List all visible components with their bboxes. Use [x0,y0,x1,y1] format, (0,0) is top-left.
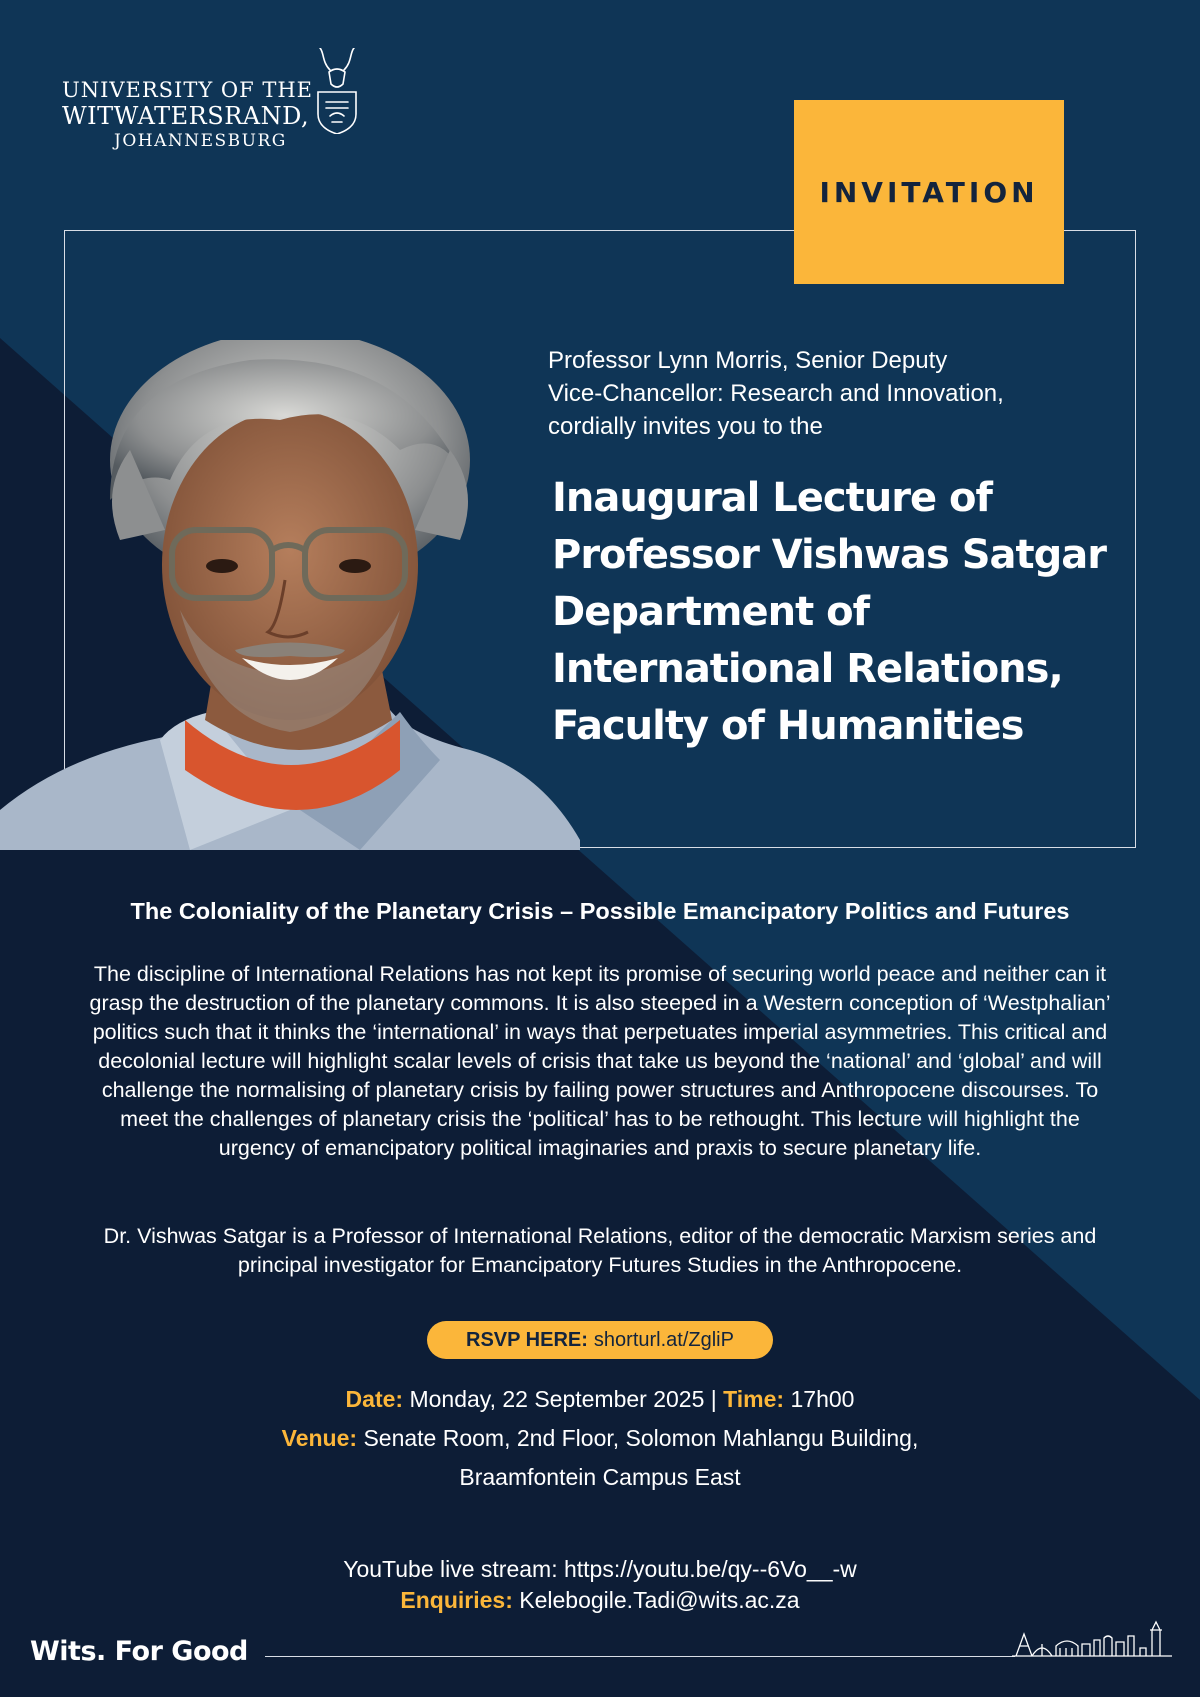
logo-line-3: JOHANNESBURG [114,131,287,151]
logo-line-2: WITWATERSRAND, [62,102,310,130]
invitation-label: INVITATION [819,175,1039,209]
heading-line: Faculty of Humanities [552,703,1024,749]
lecture-abstract: The discipline of International Relations has not kept its promise of securing world peace and neither can it grasp the destruction of the planetary commons. It is also steeped in a Western conception of ‘Westphalian’ politics such that it thinks the ‘international’ in ways that perpetuates imperial asymmetries. This critical and decolonial lecture will highlight scalar levels of crisis that take us beyond the ‘national’ and ‘global’ and will challenge the normalising of planetary crisis by failing power structures and Anthropocene discourses. To meet the challenges of planetary crisis the ‘political’ has to be rethought. This lecture will highlight the urgency of emancipatory political imaginaries and praxis to secure planetary life. [89,962,1111,1160]
venue-value: Senate Room, 2nd Floor, Solomon Mahlangu Building, [363,1425,919,1451]
invitation-badge [794,100,1064,284]
heading-line: Department of [552,589,870,635]
venue-line [100,1425,1100,1452]
logo-line-1: UNIVERSITY OF THE [62,78,314,102]
venue-label: Venue: [281,1425,358,1451]
lecture-heading [552,470,1112,755]
enquiries-line [100,1587,1100,1614]
city-skyline-icon [1012,1620,1172,1660]
venue-line-2: Braamfontein Campus East [459,1464,741,1490]
date-time-line [100,1386,1100,1413]
footer-divider [265,1656,1015,1657]
enquiries-email[interactable]: Kelebogile.Tadi@wits.ac.za [519,1587,800,1613]
university-logo [62,48,362,158]
enquiries-label: Enquiries: [400,1587,513,1613]
speaker-portrait [0,340,580,850]
heading-line: Inaugural Lecture of [552,475,992,521]
heading-line: Professor Vishwas Satgar [552,532,1107,578]
heading-line: International Relations, [552,646,1063,692]
intro-line-3: cordially invites you to the [548,413,823,440]
university-wordmark [62,78,313,152]
rsvp-label: RSVP HERE: [466,1328,588,1351]
time-value: 17h00 [790,1386,855,1412]
intro-line-2: Vice-Chancellor: Research and Innovation, [548,380,1004,407]
rsvp-button[interactable] [427,1321,773,1359]
date-value: Monday, 22 September 2025 | [409,1386,717,1412]
rsvp-link[interactable]: shorturl.at/ZgliP [593,1328,734,1351]
lecture-title: The Coloniality of the Planetary Crisis – Possible Emancipatory Politics and Futures [130,898,1070,924]
time-label: Time: [723,1386,785,1412]
intro-line-1: Professor Lynn Morris, Senior Deputy [548,347,948,374]
footer-slogan: Wits. For Good [30,1636,248,1667]
speaker-bio: Dr. Vishwas Satgar is a Professor of International Relations, editor of the democratic Marxism series and principal investigator for Emancipatory Futures Studies in the Anthropocene. [103,1224,1097,1277]
date-label: Date: [345,1386,404,1412]
invitation-intro [548,344,1068,443]
university-crest-icon [314,48,360,134]
livestream-link[interactable]: YouTube live stream: https://youtu.be/qy--6Vo__-w [343,1556,857,1582]
